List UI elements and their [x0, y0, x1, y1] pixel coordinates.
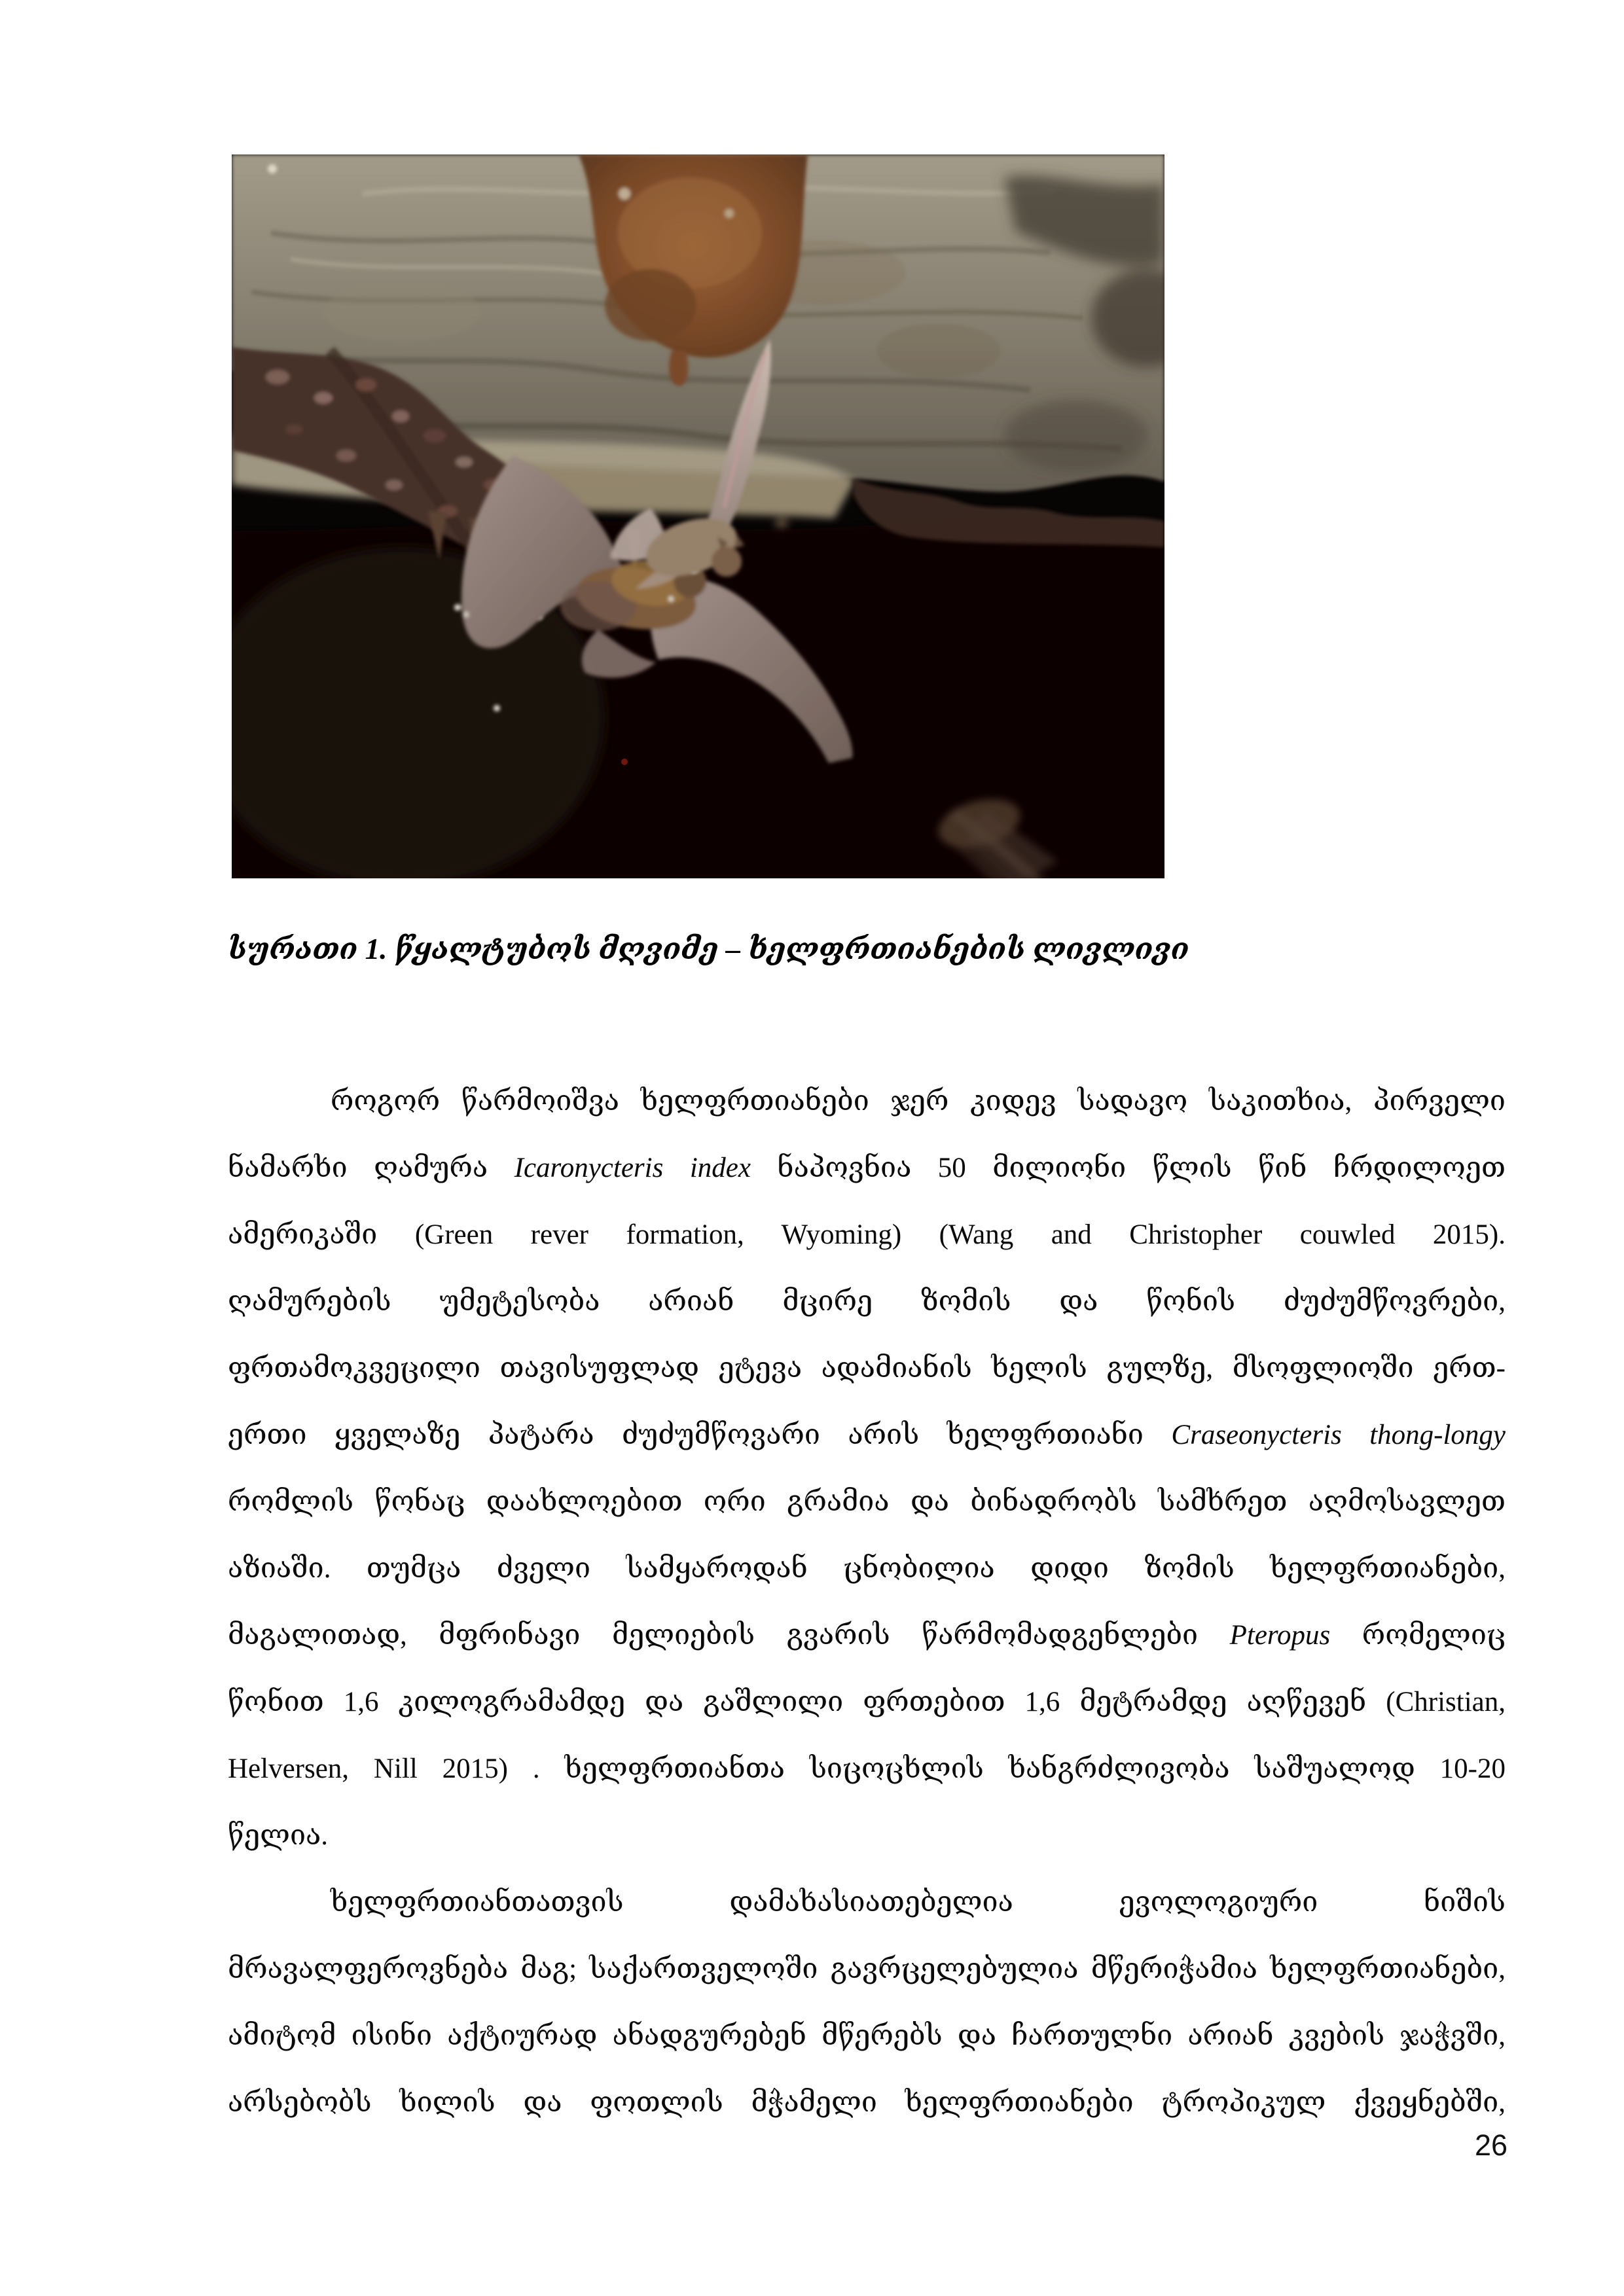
text-segment: ამიტომ ისინი აქტიურად ანადგურებენ მწერებს და ჩართულნი არიან კვების ჯაჭვში,	[228, 2020, 1506, 2051]
cave-photo-illustration	[232, 154, 1164, 878]
text-line	[228, 1469, 1506, 1535]
body-text	[228, 1068, 1506, 2136]
species-name-italic: Icaronycteris index	[514, 1153, 751, 1183]
species-name-italic: Craseonycteris thong-longy	[1171, 1420, 1506, 1450]
text-line	[228, 2003, 1506, 2070]
text-line	[228, 1869, 1506, 1936]
text-segment: როგორ წარმოიშვა ხელფრთიანები ჯერ კიდევ სადავო საკითხია, პირველი	[331, 1086, 1506, 1117]
text-segment: ამერიკაში (Green rever formation, Wyoming) (Wang and Christopher couwled 2015).	[228, 1219, 1506, 1250]
text-line	[228, 1202, 1506, 1268]
text-segment: ღამურების უმეტესობა არიან მცირე ზომის და წონის ძუძუმწოვრები,	[228, 1286, 1506, 1317]
text-segment: მრავალფეროვნება მაგ; საქართველოში გავრცელებულია მწერიჭამია ხელფრთიანები,	[228, 1954, 1506, 1984]
text-segment: ფრთამოკვეცილი თავისუფლად ეტევა ადამიანის ხელის გულზე, მსოფლიოში ერთ-	[228, 1353, 1506, 1384]
red-speck	[621, 759, 628, 765]
cave-bats-photo	[232, 154, 1164, 878]
figure-caption: სურათი 1. წყალტუბოს მღვიმე – ხელფრთიანების ლივლივი	[228, 933, 1189, 965]
text-line	[228, 1736, 1506, 1803]
text-segment: აზიაში. თუმცა ძველი სამყაროდან ცნობილია დიდი ზომის ხელფრთიანები,	[228, 1553, 1506, 1584]
text-segment: რომლის წონაც დაახლოებით ორი გრამია და ბინადრობს სამხრეთ აღმოსავლეთ	[228, 1486, 1506, 1517]
text-segment: ხელფრთიანთათვის დამახასიათებელია ევოლოგიური ნიშის	[331, 1887, 1506, 1918]
text-line	[228, 1535, 1506, 1602]
text-segment: მაგალითად, მფრინავი მელიების გვარის წარმომადგენლები	[228, 1620, 1230, 1651]
page-number: 26	[1474, 2128, 1507, 2162]
text-segment: Helversen, Nill 2015) . ხელფრთიანთა სიცოცხლის ხანგრძლივობა საშუალოდ 10-20	[228, 1753, 1506, 1784]
text-line	[228, 1068, 1506, 1135]
text-segment: ნაპოვნია 50 მილიონი წლის წინ ჩრდილოეთ	[750, 1153, 1506, 1183]
text-line	[228, 1335, 1506, 1402]
text-line	[228, 1402, 1506, 1469]
text-segment: წელია.	[228, 1820, 329, 1851]
text-line	[228, 1135, 1506, 1202]
text-line	[228, 2070, 1506, 2136]
text-segment: რომელიც	[1330, 1620, 1506, 1651]
text-line	[228, 1602, 1506, 1669]
text-segment: ნამარხი ღამურა	[228, 1153, 514, 1183]
text-line	[228, 1936, 1506, 2003]
species-name-italic: Pteropus	[1229, 1620, 1331, 1651]
text-line	[228, 1669, 1506, 1736]
text-line	[228, 1268, 1506, 1335]
text-segment: წონით 1,6 კილოგრამამდე და გაშლილი ფრთებით 1,6 მეტრამდე აღწევენ (Christian,	[228, 1687, 1506, 1717]
text-segment: არსებობს ხილის და ფოთლის მჭამელი ხელფრთიანები ტროპიკულ ქვეყნებში,	[228, 2087, 1506, 2118]
text-line	[228, 1803, 1506, 1869]
text-segment: ერთი ყველაზე პატარა ძუძუმწოვარი არის ხელფრთიანი	[228, 1420, 1172, 1450]
